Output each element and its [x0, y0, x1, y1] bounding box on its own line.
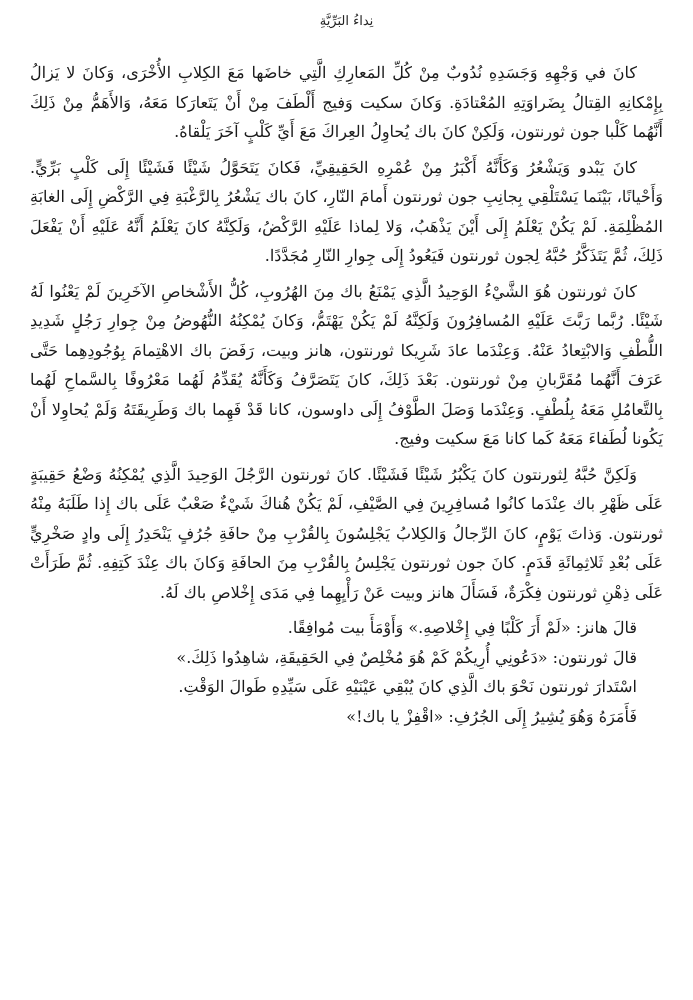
dialogue-line: قالَ هانز: «لَمْ أَرَ كَلْبًا فِي إِخْلاصِهِ.» وَأَوْمَأَ بيت مُوافِقًا. [287, 618, 637, 637]
dialogue-line: فَأَمَرَهُ وَهُوَ يُشِيرُ إِلَى الجُرُفِ: «اقْفِزْ يا باك!» [346, 706, 637, 726]
paragraph: وَلَكِنَّ حُبَّهُ لِثورنتون كانَ يَكْبُرُ شَيْئًا فَشَيْئًا. كانَ ثورنتون الرَّجُلَ الوَحِيدَ الَّذِي يُمْكِنُهُ وَضْعُ حَقِيبَةٍ عَلَى ظَهْرِ باك عِنْدَما كانُوا مُسافِرِينَ فِي الصَّيْفِ، لَمْ يَكُنْ هُناكَ شَيْءٌ صَعْبٌ عَلَى باك إِذا طَلَبَهُ مِنْهُ ثورنتون. وَذاتَ يَوْمٍ، كانَ الرِّجالُ وَالكِلابُ يَجْلِسُونَ بِالقُرْبِ مِنْ حافَةِ جُرُفٍ يَنْحَدِرُ إِلَى وادٍ صَخْرِيٍّ عَلَى بُعْدِ ثَلاثِمِائَةِ قَدَمٍ. كانَ جون ثورنتون يَجْلِسُ بِالقُرْبِ مِنَ الحافَةِ وَكانَ باك عِنْدَ كَتِفِهِ. ثُمَّ طَرَأَتْ عَلَى ذِهْنِ ثورنتون فِكْرَةٌ، فَسَأَلَ هانز وبيت عَنْ رَأْيِهِما فِي مَدَى إِخْلاصِ باك لَهُ. [30, 464, 663, 602]
paragraph: كانَ في وَجْهِهِ وَجَسَدِهِ نُدُوبٌ مِنْ كُلِّ المَعارِكِ الَّتِي خاضَها مَعَ الكِلابِ الأُخْرَى، وَكانَ لا يَزالُ بِإِمْكانِهِ القِتالُ بِضَراوَتِهِ المُعْتادَةِ. وَكانَ سكيت وَفيج أَلْطَفَ مِنْ أَنْ يَتَعارَكا مَعَهُ، وَالأَهَمُّ مِنْ ذَلِكَ أَنَّهُما كَلْبا جون ثورنتون، وَلَكِنْ كانَ باك يُحاوِلُ العِراكَ مَعَ أَيِّ كَلْبٍ آخَرَ يَلْقاهُ. [30, 63, 663, 141]
dialogue-line: اسْتَدارَ ثورنتون نَحْوَ باك الَّذِي كانَ يُبْقِي عَيْنَيْهِ عَلَى سَيِّدِهِ طَوالَ الوَقْتِ. [178, 677, 637, 696]
paragraph: كانَ ثورنتون هُوَ الشَّيْءُ الوَحِيدُ الَّذِي يَمْنَعُ باك مِنَ الهُرُوبِ، كُلُّ الأَشْخاصِ الآخَرِينَ لَمْ يَعْنُوا لَهُ شَيْئًا. رُبَّما رَبَّتَ عَلَيْهِ المُسافِرُونَ وَلَكِنَّهُ لَمْ يَكُنْ يَهْتَمُّ، وَكانَ يُمْكِنُهُ النُّهُوضُ مِنْ جِوارِ رَجُلٍ شَدِيدِ اللُّطْفِ وَالابْتِعادُ عَنْهُ. وَعِنْدَما عادَ شَرِيكا ثورنتون، هانز وبيت، رَفَضَ باك الاهْتِمامَ بِوُجُودِهِما حَتَّى عَرَفَ أَنَّهُما مُقَرَّبانِ مِنْ ثورنتون. بَعْدَ ذَلِكَ، كانَ يَتَصَرَّفُ وَكَأَنَّهُ يُقَدِّمُ لَهُما مَعْرُوفًا بِالسَّماحِ لَهُما بِالتَّعامُلِ مَعَهُ بِلُطْفٍ. وَعِنْدَما وَصَلَ الطَّوْفُ إِلَى داوسون، كانا قَدْ فَهِما باك وَطَرِيقَتَهُ وَلَمْ يُحاوِلا أَنْ يَكُونا لُطَفاءَ مَعَهُ كَما كانا مَعَ سكيت وفيج. [30, 281, 663, 448]
running-header: نِداءُ البَرِّيَّةِ [319, 14, 374, 29]
body-text [30, 58, 663, 731]
dialogue-line: قالَ ثورنتون: «دَعُونِي أُرِيكُمْ كَمْ هُوَ مُخْلِصٌ فِي الحَقِيقَةِ، شاهِدُوا ذَلِكَ.» [176, 647, 637, 667]
paragraph: كانَ يَبْدو وَيَشْعُرُ وَكَأَنَّهُ أَكْبَرُ مِنْ عُمْرِهِ الحَقِيقِيِّ، فَكانَ يَتَحَوَّلُ شَيْئًا فَشَيْئًا إِلَى كَلْبٍ بَرِّيٍّ. وَأَحْيانًا، بَيْنَما يَسْتَلْقِي بِجانِبِ جون ثورنتون أَمامَ النّارِ، كانَ باك يَشْعُرُ بِالرَّغْبَةِ فِي الرَّكْضِ إِلَى الغابَةِ المُظْلِمَةِ. لَمْ يَكُنْ يَعْلَمُ إِلَى أَيْنَ يَذْهَبُ، وَلا لِماذا عَلَيْهِ الرَّكْضُ، وَلَكِنَّهُ كانَ يَعْلَمُ أَنَّهُ عَلَيْهِ أَنْ يَفْعَلَ ذَلِكَ، ثُمَّ يَتَذَكَّرُ حُبَّهُ لِجون ثورنتون فَيَعُودُ إِلَى جِوارِ النّارِ مُجَدَّدًا. [30, 157, 663, 265]
